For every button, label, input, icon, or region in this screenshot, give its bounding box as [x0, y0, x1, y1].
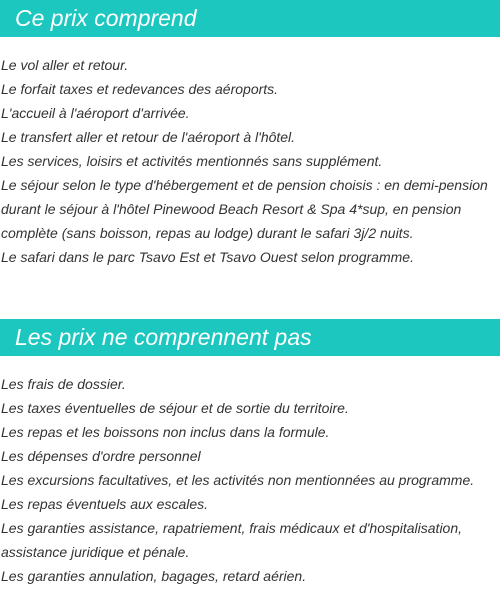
excluded-items-list	[0, 372, 500, 588]
included-item-services: Les services, loisirs et activités mentionnés sans supplément.	[1, 153, 383, 169]
excluded-item-local-taxes: Les taxes éventuelles de séjour et de sortie du territoire.	[1, 400, 349, 416]
excluded-item-meals-drinks: Les repas et les boissons non inclus dans la formule.	[1, 424, 330, 440]
included-items-list	[0, 53, 500, 269]
excluded-item-stopover-meals: Les repas éventuels aux escales.	[1, 496, 209, 512]
included-item-accommodation: Le séjour selon le type d'hébergement et de pension choisis : en demi-pension durant le séjour à l'hôtel Pinewood Beach Resort & Spa 4*sup, en pension complète (sans boisson, repas au lodge) durant le safari 3j/2 nuits.	[1, 177, 488, 241]
excluded-item-personal-expenses: Les dépenses d'ordre personnel	[1, 448, 201, 464]
excluded-item-optional-excursions: Les excursions facultatives, et les activités non mentionnées au programme.	[1, 472, 475, 488]
excluded-item-assistance-insurance: Les garanties assistance, rapatriement, frais médicaux et d'hospitalisation, assistance juridique et pénale.	[1, 520, 463, 560]
excluded-item-booking-fees: Les frais de dossier.	[1, 376, 126, 392]
included-item-safari: Le safari dans le parc Tsavo Est et Tsavo Ouest selon programme.	[1, 249, 414, 265]
included-item-hotel-transfer: Le transfert aller et retour de l'aéroport à l'hôtel.	[1, 129, 296, 145]
included-item-flight: Le vol aller et retour.	[1, 57, 129, 73]
included-section-title: Ce prix comprend	[0, 0, 500, 37]
included-item-airport-taxes: Le forfait taxes et redevances des aéroports.	[1, 81, 279, 97]
excluded-item-cancellation-insurance: Les garanties annulation, bagages, retard aérien.	[1, 568, 307, 584]
included-item-arrival-welcome: L'accueil à l'aéroport d'arrivée.	[1, 105, 190, 121]
excluded-section-title: Les prix ne comprennent pas	[0, 319, 500, 356]
